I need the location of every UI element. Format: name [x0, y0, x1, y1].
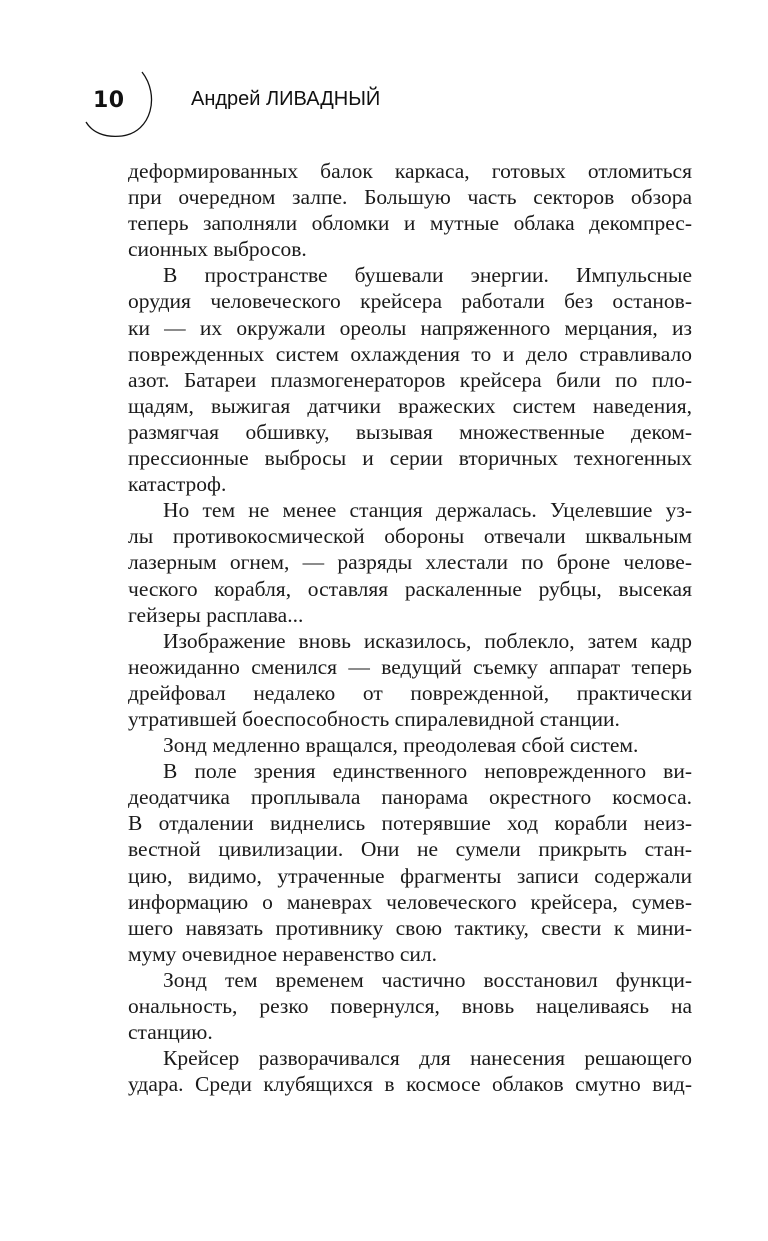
text-line: удара. Среди клубящихся в космосе облаков смутно вид- [128, 1072, 692, 1097]
text-line: Зонд медленно вращался, преодолевая сбой систем. [163, 733, 639, 758]
paragraph [128, 1045, 692, 1097]
text-line: ки — их окружали ореолы напряженного мерцания, из [128, 315, 692, 340]
text-line: Изображение вновь исказилось, поблекло, затем кадр [163, 628, 692, 653]
text-line: В пространстве бушевали энергии. Импульсные [163, 263, 692, 288]
text-line: размягчая обшивку, вызывая множественные деком- [128, 419, 692, 444]
text-line: катастроф. [128, 472, 227, 497]
paragraph [128, 497, 692, 627]
text-line: лы противокосмической обороны отвечали шквальным [128, 524, 692, 549]
text-line: орудия человеческого крейсера работали без останов- [128, 289, 692, 314]
page-number: 10 [93, 88, 125, 113]
text-line: дрейфовал недалеко от поврежденной, практически [128, 680, 692, 705]
text-line: Зонд тем временем частично восстановил функци- [163, 967, 692, 992]
text-line: цию, видимо, утраченные фрагменты записи содержали [128, 863, 692, 888]
paragraph [128, 732, 692, 758]
paragraph [128, 628, 692, 732]
text-line: В поле зрения единственного неповрежденного ви- [163, 759, 692, 784]
text-line: утратившей боеспособность спиралевидной станции. [128, 706, 620, 731]
text-line: лазерным огнем, — разряды хлестали по броне челове- [128, 550, 692, 575]
running-header-author: Андрей ЛИВАДНЫЙ [191, 88, 381, 110]
text-line: азот. Батареи плазмогенераторов крейсера били по пло- [128, 367, 692, 392]
text-line: деодатчика проплывала панорама окрестного космоса. [128, 785, 692, 810]
text-line: теперь заполняли обломки и мутные облака декомпрес- [128, 211, 692, 236]
text-line: Но тем не менее станция держалась. Уцелевшие уз- [163, 498, 692, 523]
text-line: сионных выбросов. [128, 237, 307, 262]
paragraph [128, 158, 692, 262]
text-line: муму очевидное неравенство сил. [128, 941, 438, 966]
text-line: при очередном залпе. Большую часть секторов обзора [128, 185, 692, 210]
body-text [128, 158, 692, 1097]
text-line: гейзеры расплава... [128, 602, 304, 627]
text-line: прессионные выбросы и серии вторичных техногенных [128, 446, 692, 471]
paragraph [128, 967, 692, 1045]
text-line: информацию о маневрах человеческого крейсера, сумев- [128, 889, 692, 914]
text-line: ональность, резко повернулся, вновь нацеливаясь на [128, 994, 692, 1018]
text-line: В отдалении виднелись потерявшие ход корабли неиз- [128, 811, 692, 836]
text-line: щадям, выжигая датчики вражеских систем наведения, [128, 393, 692, 418]
text-line: вестной цивилизации. Они не сумели прикрыть стан- [128, 837, 692, 862]
text-line: деформированных балок каркаса, готовых отломиться [128, 159, 692, 183]
paragraph [128, 758, 692, 967]
text-line: ческого корабля, оставляя раскаленные рубцы, высекая [128, 576, 692, 601]
text-line: неожиданно сменился — ведущий съемку аппарат теперь [128, 654, 692, 679]
text-line: шего навязать противнику свою тактику, свести к мини- [128, 915, 692, 940]
paragraph [128, 262, 692, 497]
text-line: станцию. [128, 1020, 213, 1045]
text-line: Крейсер разворачивался для нанесения решающего [163, 1046, 692, 1071]
text-line: поврежденных систем охлаждения то и дело стравливало [128, 341, 692, 366]
